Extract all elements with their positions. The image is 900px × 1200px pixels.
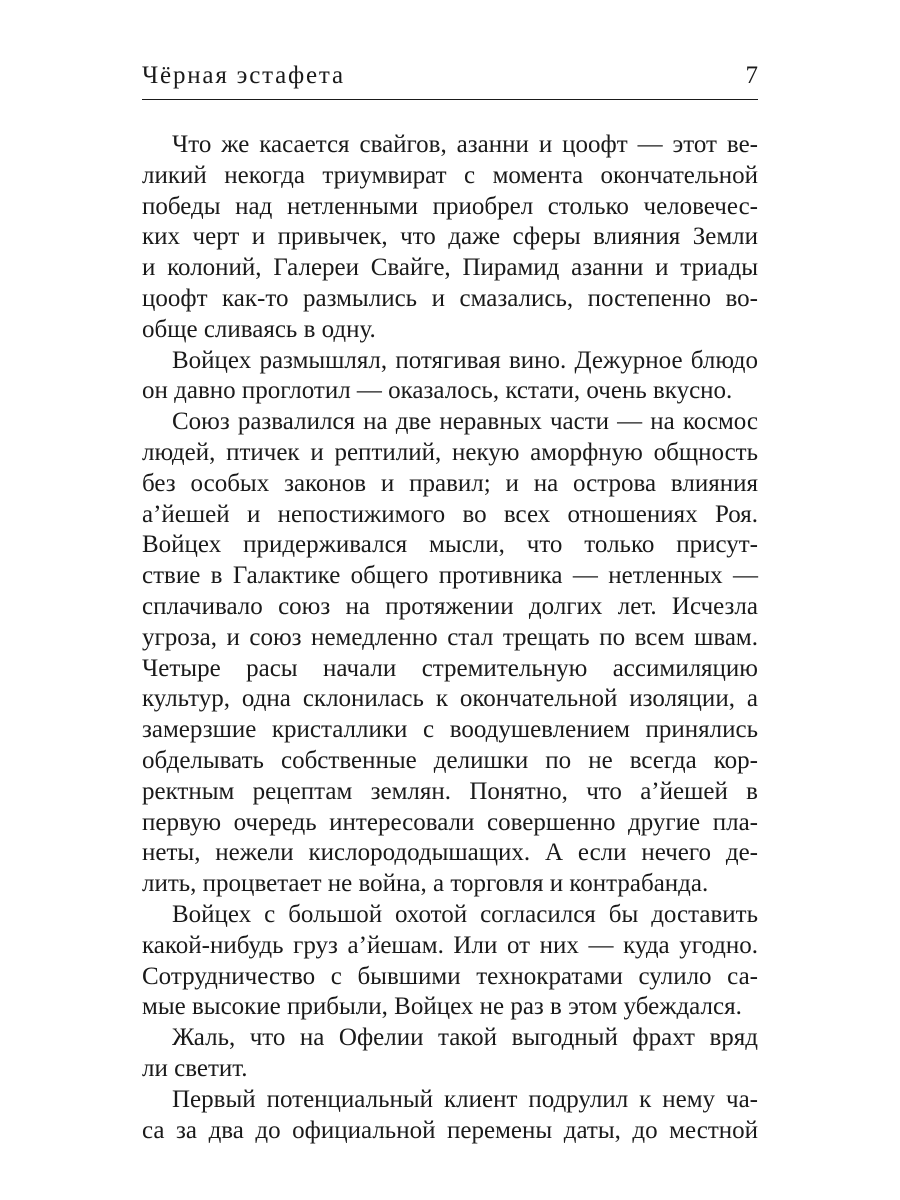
text-line: культур, одна склонилась к окончательной изоляции, а: [142, 685, 758, 713]
text-line: Что же касается свайгов, азанни и цоофт — этот ве-: [172, 131, 758, 158]
text-line: ли светит.: [142, 1054, 248, 1082]
text-line: Союз развалился на две неравных части — на космос: [172, 408, 758, 436]
text-line: сплачивало союз на протяжении долгих лет. Исчезла: [142, 592, 758, 620]
text-line: ректным рецептам землян. Понятно, что а’йешей в: [142, 777, 758, 805]
text-line: Сотрудничество с бывшими технократами сулило са-: [142, 962, 758, 990]
text-line: обделывать собственные делишки по не всегда кор-: [142, 746, 758, 774]
text-line: Первый потенциальный клиент подрулил к нему ча-: [172, 1085, 758, 1113]
text-line: замерзшие кристаллики с воодушевлением принялись: [142, 716, 758, 744]
text-line: ликий некогда триумвират с момента окончательной: [142, 161, 758, 189]
text-line: Войцех размышлял, потягивая вино. Дежурное блюдо: [172, 346, 758, 374]
text-line: и колоний, Галереи Свайге, Пирамид азанни и триады: [142, 254, 758, 282]
text-line: победы над нетленными приобрел столько человечес-: [142, 192, 758, 220]
text-line: без особых законов и правил; и на острова влияния: [142, 469, 758, 497]
text-line: ких черт и привычек, что даже сферы влияния Земли: [142, 223, 758, 251]
text-line: са за два до официальной перемены даты, до местной: [142, 1116, 758, 1144]
text-line: Жаль, что на Офелии такой выгодный фрахт вряд: [172, 1024, 758, 1052]
text-line: цоофт как-то размылись и смазались, постепенно во-: [142, 284, 758, 312]
text-line: людей, птичек и рептилий, некую аморфную общность: [142, 438, 758, 466]
book-page: [142, 62, 758, 1146]
text-line: обще сливаясь в одну.: [142, 315, 376, 343]
text-line: он давно проглотил — оказалось, кстати, очень вкусно.: [142, 377, 733, 405]
page-number: 7: [745, 62, 758, 89]
text-line: ствие в Галактике общего противника — нетленных —: [142, 562, 758, 590]
body-text: [142, 130, 758, 1146]
text-line: Войцех придерживался мысли, что только присут-: [142, 531, 758, 559]
text-line: Четыре расы начали стремительную ассимиляцию: [142, 654, 758, 682]
text-line: первую очередь интересовали совершенно другие пла-: [142, 808, 758, 836]
running-title: Чёрная эстафета: [142, 62, 345, 89]
text-line: лить, процветает не война, а торговля и контрабанда.: [142, 870, 709, 898]
text-line: мые высокие прибыли, Войцех не раз в этом убеждался.: [142, 993, 742, 1021]
text-line: угроза, и союз немедленно стал трещать по всем швам.: [142, 623, 758, 651]
text-line: а’йешей и непостижимого во всех отношениях Роя.: [142, 500, 758, 528]
text-line: неты, нежели кислорододышащих. А если нечего де-: [142, 839, 758, 867]
text-line: какой-нибудь груз а’йешам. Или от них — куда угодно.: [142, 931, 758, 959]
running-head: [142, 62, 758, 100]
text-line: Войцех с большой охотой согласился бы доставить: [172, 900, 758, 928]
